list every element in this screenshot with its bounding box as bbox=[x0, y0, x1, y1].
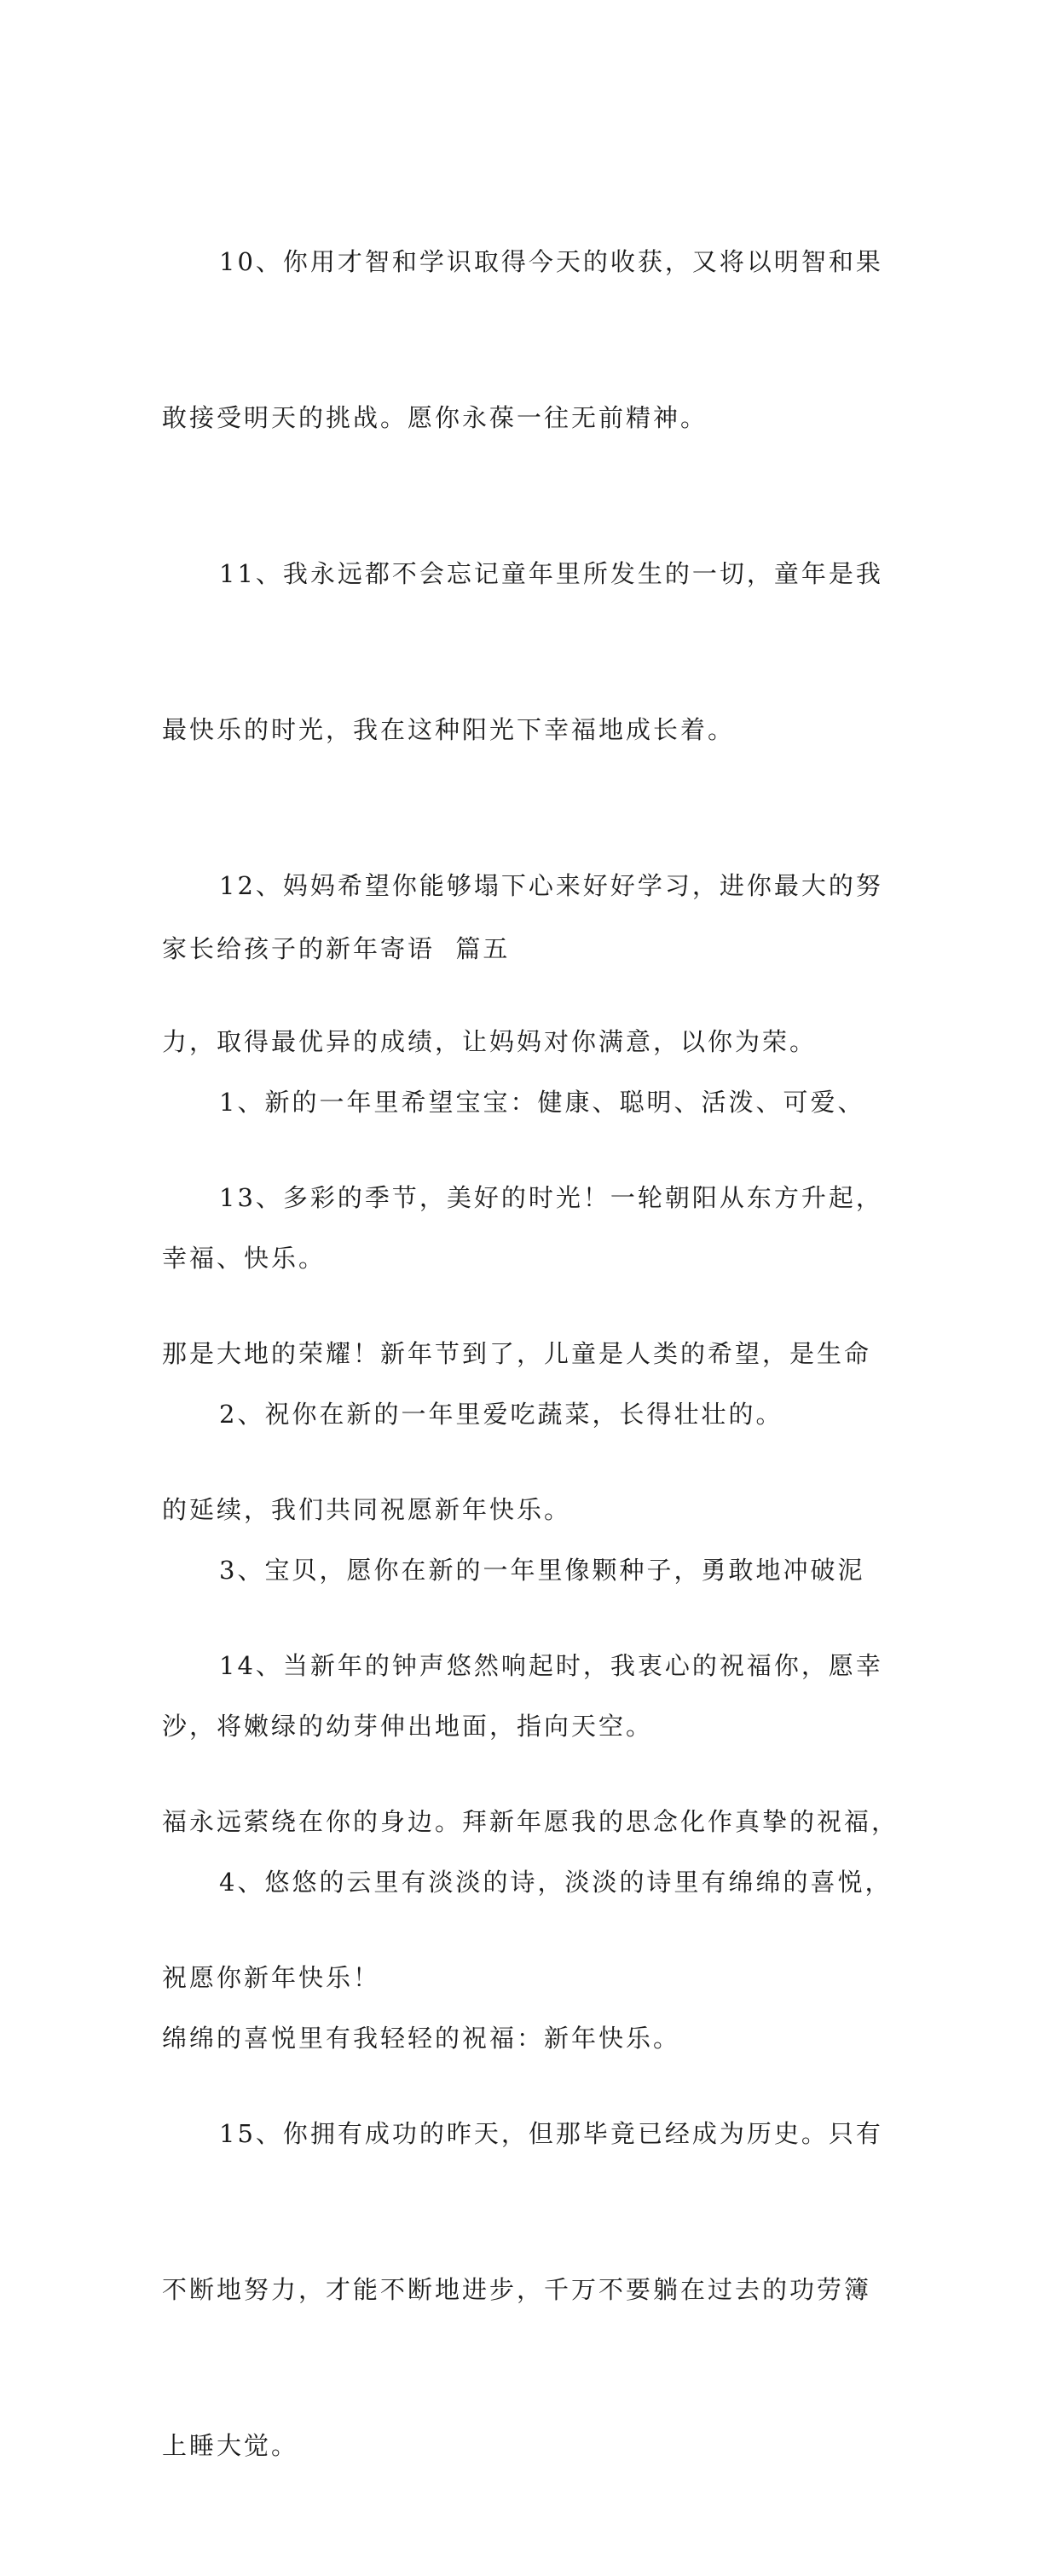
text-line: 15、你拥有成功的昨天，但那毕竟已经成为历史。只有 bbox=[219, 2119, 883, 2148]
text-line: 力，取得最优异的成绩，让妈妈对你满意，以你为荣。 bbox=[162, 1027, 818, 1056]
text-line: 沙，将嫩绿的幼芽伸出地面，指向天空。 bbox=[162, 1712, 654, 1741]
text-line: 那是大地的荣耀！新年节到了，儿童是人类的希望，是生命 bbox=[162, 1339, 872, 1368]
text-line: 2、祝你在新的一年里爱吃蔬菜，长得壮壮的。 bbox=[219, 1400, 783, 1429]
text-line: 祝愿你新年快乐！ bbox=[162, 1963, 381, 1992]
text-line: 3、宝贝，愿你在新的一年里像颗种子，勇敢地冲破泥 bbox=[219, 1556, 865, 1585]
section-heading: 家长给孩子的新年寄语 篇五 bbox=[162, 934, 511, 963]
text-line: 幸福、快乐。 bbox=[162, 1244, 327, 1273]
text-line: 12、妈妈希望你能够塌下心来好好学习，进你最大的努 bbox=[219, 871, 883, 900]
text-line: 10、你用才智和学识取得今天的收获，又将以明智和果 bbox=[219, 247, 883, 276]
text-line: 最快乐的时光，我在这种阳光下幸福地成长着。 bbox=[162, 715, 736, 744]
text-line: 不断地努力，才能不断地进步，千万不要躺在过去的功劳簿 bbox=[162, 2275, 872, 2304]
text-line: 上睡大觉。 bbox=[162, 2431, 299, 2460]
text-line: 的延续，我们共同祝愿新年快乐。 bbox=[162, 1495, 572, 1524]
text-line: 14、当新年的钟声悠然响起时，我衷心的祝福你，愿幸 bbox=[219, 1651, 883, 1680]
text-line: 4、悠悠的云里有淡淡的诗，淡淡的诗里有绵绵的喜悦， bbox=[219, 1868, 893, 1897]
section-b-text bbox=[162, 973, 904, 2169]
text-line: 福永远萦绕在你的身边。拜新年愿我的思念化作真挚的祝福， bbox=[162, 1807, 899, 1836]
text-line: 1、新的一年里希望宝宝：健康、聪明、活泼、可爱、 bbox=[219, 1088, 865, 1117]
text-line: 13、多彩的季节，美好的时光！一轮朝阳从东方升起， bbox=[219, 1183, 883, 1212]
text-line: 绵绵的喜悦里有我轻轻的祝福：新年快乐。 bbox=[162, 2024, 681, 2053]
text-line: 11、我永远都不会忘记童年里所发生的一切，童年是我 bbox=[219, 559, 883, 588]
text-line: 敢接受明天的挑战。愿你永葆一往无前精神。 bbox=[162, 403, 708, 432]
